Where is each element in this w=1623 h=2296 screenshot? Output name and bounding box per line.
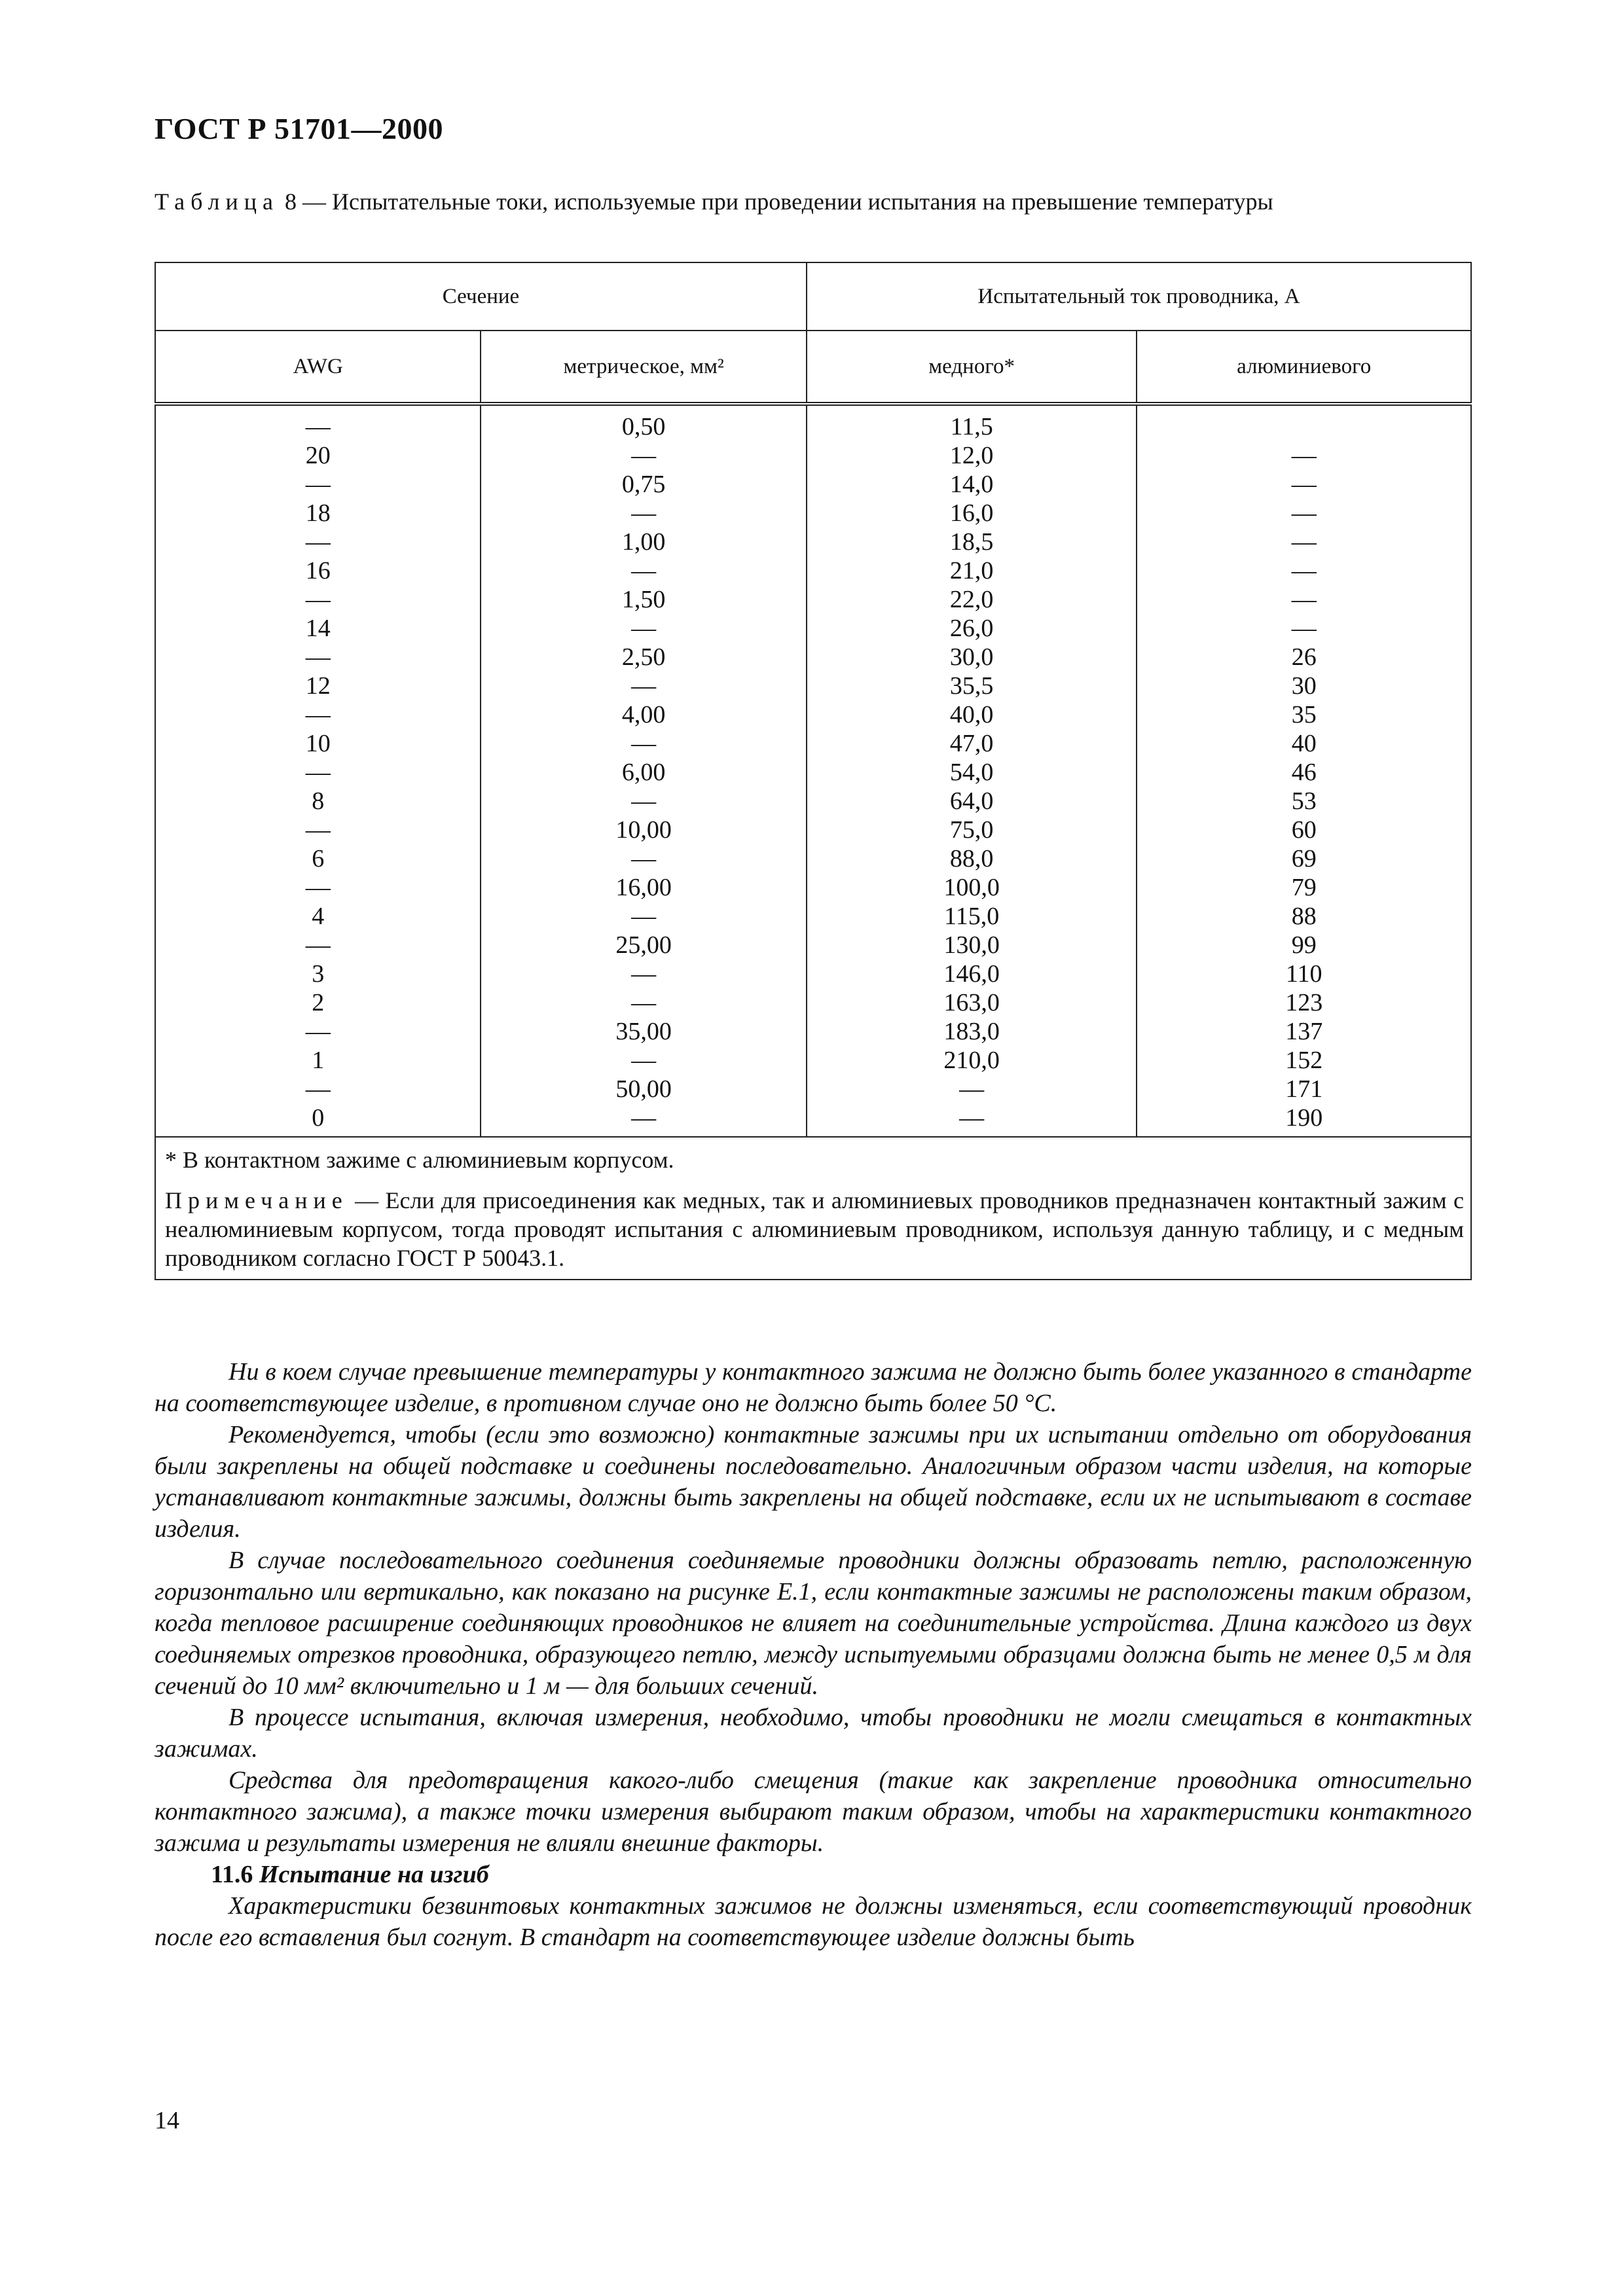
table-cell-copper: 115,0 xyxy=(944,903,1000,930)
table-note xyxy=(165,1186,1464,1272)
table-cell-aluminum: — xyxy=(1291,499,1317,527)
table-cell-copper: 100,0 xyxy=(943,874,1000,901)
table-cell-metric: 10,00 xyxy=(615,816,672,844)
table-cell-awg: 8 xyxy=(312,787,325,815)
table-cell-aluminum: — xyxy=(1291,528,1317,556)
table-cell-metric: 35,00 xyxy=(615,1018,672,1045)
section-heading xyxy=(155,1859,1472,1890)
table-caption xyxy=(155,187,1464,217)
page-number: 14 xyxy=(155,2107,179,2134)
table-cell-copper: 163,0 xyxy=(943,989,1000,1016)
table-cell-copper: 183,0 xyxy=(943,1018,1000,1045)
table-cell-metric: 50,00 xyxy=(615,1075,672,1103)
body-text xyxy=(155,1356,1472,1953)
table-cell-metric: — xyxy=(631,557,657,584)
table-cell-copper: 22,0 xyxy=(949,586,994,613)
header-copper: медного* xyxy=(807,331,1137,404)
table-cell-copper: 47,0 xyxy=(949,730,994,757)
table-cell-copper: 35,5 xyxy=(949,672,994,700)
table-cell-aluminum: 123 xyxy=(1285,989,1323,1016)
table-footnote: * В контактном зажиме с алюминиевым корпусом. xyxy=(165,1147,674,1173)
table-cell-metric: — xyxy=(631,1104,657,1132)
table-cell-metric: — xyxy=(631,989,657,1016)
table-cell-metric: — xyxy=(631,845,657,872)
paragraph: Средства для предотвращения какого-либо смещения (такие как закрепление проводника относительно контактного зажима), а также точки измерения выбирают таким образом, чтобы на характеристики контактного зажима и результаты измерения не влияли внешние факторы. xyxy=(155,1767,1472,1857)
table-cell-aluminum: — xyxy=(1291,471,1317,498)
section-title: Испытание на изгиб xyxy=(259,1861,489,1888)
table-cell-metric: 1,50 xyxy=(621,586,666,613)
table-cell-aluminum xyxy=(1137,412,1470,441)
table-cell-copper: 130,0 xyxy=(943,931,1000,959)
table-cell-awg: — xyxy=(305,643,331,671)
column-metric xyxy=(481,404,807,1137)
table-cell-copper: 146,0 xyxy=(943,960,1000,988)
table-cell-metric: — xyxy=(631,960,657,988)
table-cell-awg: — xyxy=(305,413,331,440)
table-cell-aluminum: 99 xyxy=(1291,931,1317,959)
table-cell-aluminum: 40 xyxy=(1291,730,1317,757)
test-current-table xyxy=(155,262,1472,1280)
table-cell-awg: 0 xyxy=(312,1104,325,1132)
table-cell-aluminum: 79 xyxy=(1291,874,1317,901)
table-cell-aluminum: 137 xyxy=(1285,1018,1323,1045)
paragraph: В случае последовательного соединения соединяемые проводники должны образовать петлю, расположенную горизонтально или вертикально, как показано на рисунке Е.1, если контактные зажимы не расположены таким образом, когда тепловое расширение соединяющих проводников не влияет на соединительные устройства. Длина каждого из двух соединяемых отрезков проводника, образующего петлю, между испытуемыми образцами должна быть не менее 0,5 м для сечений до 10 мм² включительно и 1 м — для больших сечений. xyxy=(155,1547,1472,1700)
section-paragraph: Характеристики безвинтовых контактных зажимов не должны изменяться, если соответствующий проводник после его вставления был согнут. В стандарт на соответствующее изделие должны быть xyxy=(155,1892,1472,1951)
table-cell-aluminum: 35 xyxy=(1291,701,1317,728)
table-cell-copper: 14,0 xyxy=(949,471,994,498)
table-cell-copper: 88,0 xyxy=(949,845,994,872)
table-cell-copper: 21,0 xyxy=(949,557,994,584)
table-cell-awg: — xyxy=(305,701,331,728)
table-cell-copper: 75,0 xyxy=(949,816,994,844)
table-cell-awg: 3 xyxy=(312,960,325,988)
table-cell-copper: — xyxy=(959,1075,985,1103)
table-cell-aluminum: 88 xyxy=(1291,903,1317,930)
table-cell-awg: — xyxy=(305,931,331,959)
table-caption-text: 8 — Испытательные токи, используемые при проведении испытания на превышение температуры xyxy=(278,188,1273,215)
table-cell-metric: 4,00 xyxy=(621,701,666,728)
table-cell-metric: 0,50 xyxy=(621,413,666,440)
header-metric: метрическое, мм² xyxy=(481,331,807,404)
table-cell-copper: 210,0 xyxy=(943,1047,1000,1074)
paragraph: Рекомендуется, чтобы (если это возможно) контактные зажимы при их испытании отдельно от оборудования были закреплены на общей подставке и соединены последовательно. Аналогичным образом части изделия, на которые устанавливают контактные зажимы, должны быть закреплены на общей подставке, если их не испытывают в составе изделия. xyxy=(155,1421,1472,1543)
table-cell-metric: — xyxy=(631,615,657,642)
column-copper xyxy=(807,404,1137,1137)
table-cell-aluminum: 30 xyxy=(1291,672,1317,700)
table-cell-copper: 12,0 xyxy=(949,442,994,469)
table-note-label: Примечание xyxy=(165,1187,348,1213)
table-cell-awg: 14 xyxy=(305,615,331,642)
table-cell-aluminum: 46 xyxy=(1291,759,1317,786)
table-cell-awg: 16 xyxy=(305,557,331,584)
table-cell-awg: — xyxy=(305,528,331,556)
header-awg: AWG xyxy=(155,331,481,404)
table-cell-awg: — xyxy=(305,816,331,844)
column-aluminum xyxy=(1137,404,1471,1137)
table-cell-awg: 2 xyxy=(312,989,325,1016)
table-cell-copper: 18,5 xyxy=(949,528,994,556)
table-cell-awg: — xyxy=(305,1075,331,1103)
header-test-current: Испытательный ток проводника, А xyxy=(807,262,1471,331)
table-cell-copper: 11,5 xyxy=(950,413,993,440)
table-cell-aluminum: 152 xyxy=(1285,1047,1323,1074)
table-cell-awg: — xyxy=(305,874,331,901)
table-cell-metric: — xyxy=(631,672,657,700)
table-cell-aluminum: 110 xyxy=(1285,960,1322,988)
table-cell-metric: 0,75 xyxy=(621,471,666,498)
table-cell-aluminum: 190 xyxy=(1285,1104,1323,1132)
table-cell-copper: 54,0 xyxy=(949,759,994,786)
table-cell-awg: — xyxy=(305,759,331,786)
table-cell-awg: 6 xyxy=(312,845,325,872)
header-aluminum: алюминиевого xyxy=(1137,331,1471,404)
table-cell-awg: 4 xyxy=(312,903,325,930)
table-cell-aluminum: 53 xyxy=(1291,787,1317,815)
table-cell-metric: — xyxy=(631,903,657,930)
table-cell-copper: 40,0 xyxy=(949,701,994,728)
table-cell-copper: 64,0 xyxy=(949,787,994,815)
table-cell-copper: — xyxy=(959,1104,985,1132)
table-cell-aluminum: — xyxy=(1291,442,1317,469)
table-cell-aluminum: 26 xyxy=(1291,643,1317,671)
table-cell-aluminum: 60 xyxy=(1291,816,1317,844)
table-cell-metric: — xyxy=(631,442,657,469)
table-cell-aluminum: 69 xyxy=(1291,845,1317,872)
table-cell-metric: — xyxy=(631,730,657,757)
table-cell-awg: 10 xyxy=(305,730,331,757)
table-cell-awg: 1 xyxy=(312,1047,325,1074)
table-notes xyxy=(155,1137,1471,1280)
table-cell-copper: 26,0 xyxy=(949,615,994,642)
column-awg xyxy=(155,404,481,1137)
paragraph: Ни в коем случае превышение температуры у контактного зажима не должно быть более указанного в стандарте на соответствующее изделие, в противном случае оно не должно быть более 50 °С. xyxy=(155,1358,1472,1417)
table-cell-aluminum: — xyxy=(1291,586,1317,613)
section-number: 11.6 xyxy=(211,1861,253,1888)
paragraph: В процессе испытания, включая измерения, необходимо, чтобы проводники не могли смещаться в контактных зажимах. xyxy=(155,1704,1472,1763)
table-cell-copper: 16,0 xyxy=(949,499,994,527)
table-caption-label: Таблица xyxy=(155,188,279,215)
table-cell-metric: 2,50 xyxy=(621,643,666,671)
table-cell-metric: — xyxy=(631,787,657,815)
document-header: ГОСТ Р 51701—2000 xyxy=(155,112,443,145)
table-cell-metric: 16,00 xyxy=(615,874,672,901)
table-cell-metric: — xyxy=(631,499,657,527)
table-cell-awg: 18 xyxy=(305,499,331,527)
table-cell-aluminum: 171 xyxy=(1285,1075,1323,1103)
table-cell-awg: 12 xyxy=(305,672,331,700)
table-cell-awg: 20 xyxy=(305,442,331,469)
table-cell-metric: 1,00 xyxy=(621,528,666,556)
table-note-text: — Если для присоединения как медных, так и алюминиевых проводников предназначен контактный зажим с неалюминиевым корпусом, тогда проводят испытания с алюминиевым проводником, используя данную таблицу, и с медным проводником согласно ГОСТ Р 50043.1. xyxy=(165,1187,1464,1271)
table-cell-metric: 6,00 xyxy=(621,759,666,786)
table-cell-awg: — xyxy=(305,1018,331,1045)
table-cell-copper: 30,0 xyxy=(949,643,994,671)
header-section: Сечение xyxy=(155,262,807,331)
table-cell-aluminum: — xyxy=(1291,615,1317,642)
table-cell-awg: — xyxy=(305,586,331,613)
table-cell-aluminum: — xyxy=(1291,557,1317,584)
table-cell-metric: 25,00 xyxy=(615,931,672,959)
table-cell-awg: — xyxy=(305,471,331,498)
table-cell-metric: — xyxy=(631,1047,657,1074)
